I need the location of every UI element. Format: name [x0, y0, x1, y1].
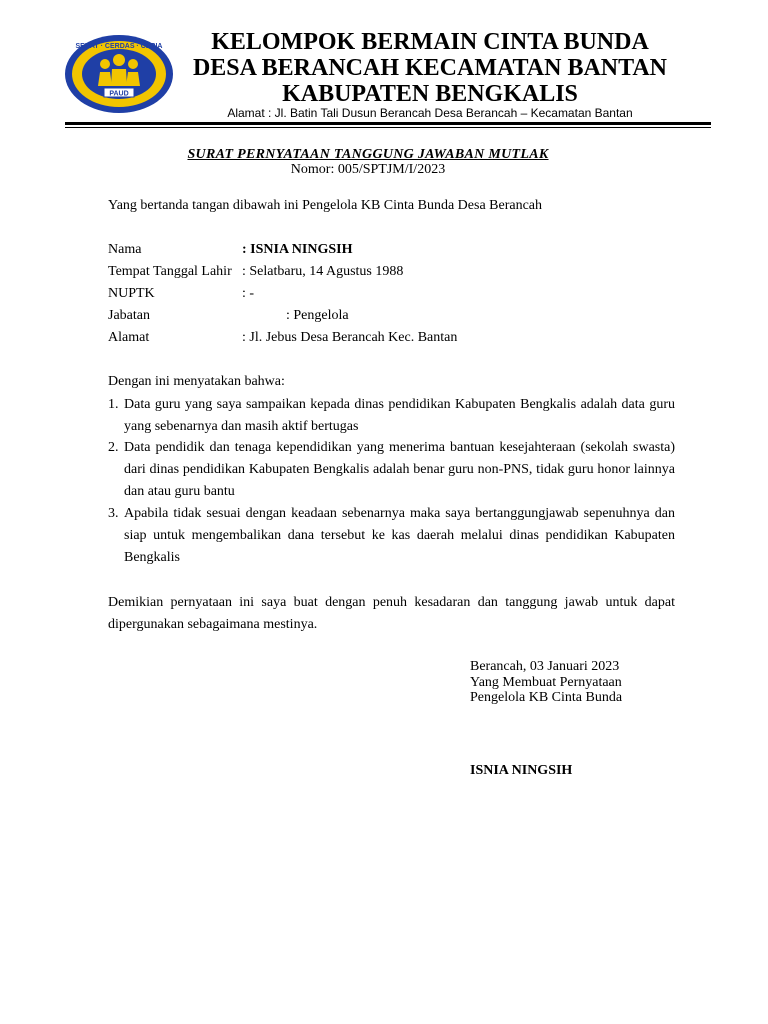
- item-number-1: 1.: [108, 397, 119, 412]
- header-rule-thin: [65, 127, 711, 128]
- document-title: SURAT PERNYATAAN TANGGUNG JAWABAN MUTLAK: [187, 147, 549, 162]
- intro-text: Yang bertanda tangan dibawah ini Pengelola KB Cinta Bunda Desa Berancah: [108, 198, 543, 213]
- document-number: Nomor: 005/SPTJM/I/2023: [290, 162, 446, 177]
- item-text-2: Data pendidik dan tenaga kependidikan yang menerima bantuan kesejahteraan (sekolah swasta) dari dinas pendidikan Kabupaten Bengkalis adalah benar guru non-PNS, tidak guru honor lainnya dan atau guru bantu: [124, 440, 675, 499]
- institution-address: Alamat : Jl. Batin Tali Dusun Berancah Desa Berancah – Kecamatan Bantan: [227, 106, 633, 120]
- field-label-name: Nama: [108, 242, 142, 257]
- field-label-position: Jabatan: [108, 308, 150, 323]
- item-text-1: Data guru yang saya sampaikan kepada dinas pendidikan Kabupaten Bengkalis adalah data guru yang sebenarnya dan masih aktif bertugas: [124, 397, 675, 434]
- field-value-nuptk: : -: [242, 286, 255, 301]
- closing-text: Demikian pernyataan ini saya buat dengan penuh kesadaran dan tanggung jawab untuk dapat dipergunakan sebagaimana mestinya.: [108, 595, 675, 632]
- item-number-3: 3.: [108, 506, 119, 521]
- institution-name: KELOMPOK BERMAIN CINTA BUNDA: [211, 29, 649, 55]
- statement-intro: Dengan ini menyatakan bahwa:: [108, 374, 285, 389]
- field-value-birth: : Selatbaru, 14 Agustus 1988: [242, 264, 404, 279]
- field-value-position: : Pengelola: [286, 308, 349, 323]
- field-label-birth: Tempat Tanggal Lahir: [108, 264, 232, 279]
- item-number-2: 2.: [108, 440, 119, 455]
- signature-role-2: Pengelola KB Cinta Bunda: [470, 690, 623, 705]
- logo-label: PAUD: [109, 90, 129, 98]
- signature-place-date: Berancah, 03 Januari 2023: [470, 659, 620, 674]
- header-rule-thick: [65, 122, 711, 125]
- field-value-name: : ISNIA NINGSIH: [242, 242, 353, 257]
- institution-regency: KABUPATEN BENGKALIS: [282, 81, 578, 107]
- logo-motto: SEHAT · CERDAS · CERIA: [75, 43, 163, 50]
- field-label-nuptk: NUPTK: [108, 286, 155, 301]
- field-label-address: Alamat: [108, 330, 150, 345]
- signature-name: ISNIA NINGSIH: [470, 763, 573, 778]
- institution-village: DESA BERANCAH KECAMATAN BANTAN: [192, 55, 668, 81]
- signature-role-1: Yang Membuat Pernyataan: [470, 675, 622, 690]
- field-value-address: : Jl. Jebus Desa Berancah Kec. Bantan: [242, 330, 458, 345]
- item-text-3: Apabila tidak sesuai dengan keadaan sebenarnya maka saya bertanggungjawab sepenuhnya dan siap untuk mengembalikan dana tersebut ke kas daerah melalui dinas pendidikan Kabupaten Bengkalis: [124, 506, 675, 565]
